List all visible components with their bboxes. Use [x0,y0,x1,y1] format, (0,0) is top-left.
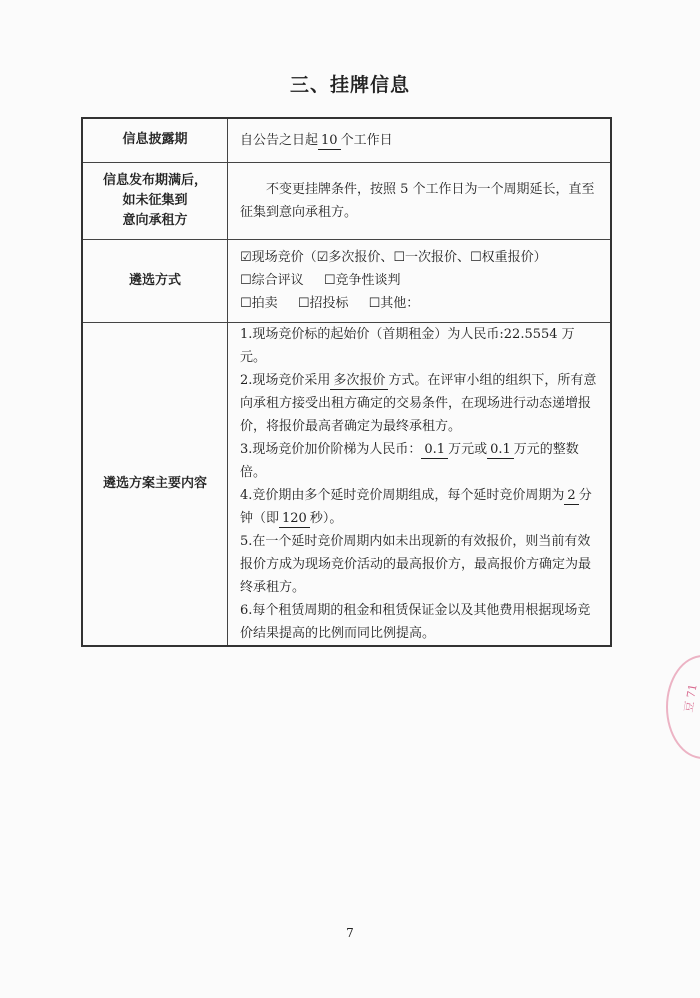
scheme-text: 2.现场竞价采用 [240,372,331,388]
seal-stamp-text: 豆 71 [681,682,700,714]
option-multiple-bids: 多次报价、 [328,250,394,265]
method-line-3 [240,292,600,315]
scheme-underlined: 0.1 [421,441,448,459]
expiry-label [82,162,228,239]
checkbox-auction[interactable]: ☐ [240,296,252,311]
expiry-label-line: 信息发布期满后， [102,172,207,188]
checkbox-live-auction[interactable]: ☑ [240,250,252,265]
scheme-text: 方式。在评审小组的组织下，所有意向承租方接受出租方确定的交易条件，在现场进行动态递增报价，将报价最高者确定为最终承租方。 [240,372,597,434]
table-row-method [82,239,611,322]
disclosure-label: 信息披露期 [82,118,228,162]
method-line-1 [240,246,600,269]
disclosure-value [228,118,612,162]
option-comprehensive-review: 综合评议 [251,273,304,288]
option-other: 其他： [380,296,420,311]
expiry-label-line: 意向承租方 [122,212,188,228]
scheme-underlined: 多次报价 [330,372,388,390]
expiry-label-line: 如未征集到 [122,192,188,208]
scheme-text: 万元的整数倍。 [240,441,579,480]
scheme-underlined: 2 [564,487,578,505]
checkbox-multiple-bids[interactable]: ☑ [316,250,329,265]
scheme-item-4 [240,484,600,530]
scheme-underlined: 0.1 [487,441,514,459]
method-label: 遴选方式 [82,239,228,322]
checkbox-comprehensive-review[interactable]: ☐ [240,273,252,288]
scheme-text: 万元或 [448,441,488,457]
disclosure-suffix: 个工作日 [340,132,393,148]
option-auction: 拍卖 [251,296,278,311]
scheme-label: 遴选方案主要内容 [82,322,228,646]
table-row-disclosure [82,118,611,162]
disclosure-prefix: 自公告之日起 [240,132,319,148]
scheme-underlined: 120 [279,510,310,528]
checkbox-other[interactable]: ☐ [368,296,381,311]
disclosure-days: 10 [318,132,341,150]
scheme-item-2 [240,369,600,438]
page-number: 7 [346,926,354,940]
option-weighted-bid: 权重报价） [481,250,547,265]
page-title: 三、挂牌信息 [289,74,410,96]
listing-info-table [81,117,612,647]
checkbox-weighted-bid[interactable]: ☐ [470,250,482,265]
scheme-text: 分钟（即 [240,487,592,526]
table-row-expiry [82,162,611,239]
method-line-2 [240,269,600,292]
scheme-item-1: 1.现场竞价标的起始价（首期租金）为人民币:22.5554 万元。 [240,326,575,365]
checkbox-single-bid[interactable]: ☐ [393,250,405,265]
option-tender: 招投标 [309,296,349,311]
scheme-item-6: 6.每个租赁周期的租金和租赁保证金以及其他费用根据现场竞价结果提高的比例而同比例提高。 [240,602,591,641]
scheme-text: 4.竞价期由多个延时竞价周期组成，每个延时竞价周期为 [240,487,565,503]
table-row-scheme [82,322,611,646]
scheme-item-3 [240,438,600,484]
checkbox-tender[interactable]: ☐ [297,296,310,311]
expiry-value: 不变更挂牌条件，按照 5 个工作日为一个周期延长，直至征集到意向承租方。 [228,162,612,239]
checkbox-competitive-negotiation[interactable]: ☐ [323,273,336,288]
option-live-auction: 现场竞价（ [251,250,317,265]
scheme-text: 秒）。 [309,510,343,526]
method-options [228,239,612,322]
scheme-item-5: 5.在一个延时竞价周期内如未出现新的有效报价，则当前有效报价方成为现场竞价活动的最高报价方，最高报价方确定为最终承租方。 [240,533,592,595]
scheme-content [228,322,612,646]
option-competitive-negotiation: 竞争性谈判 [335,273,401,288]
option-single-bid: 一次报价、 [405,250,471,265]
scheme-text: 3.现场竞价加价阶梯为人民币： [240,441,422,457]
